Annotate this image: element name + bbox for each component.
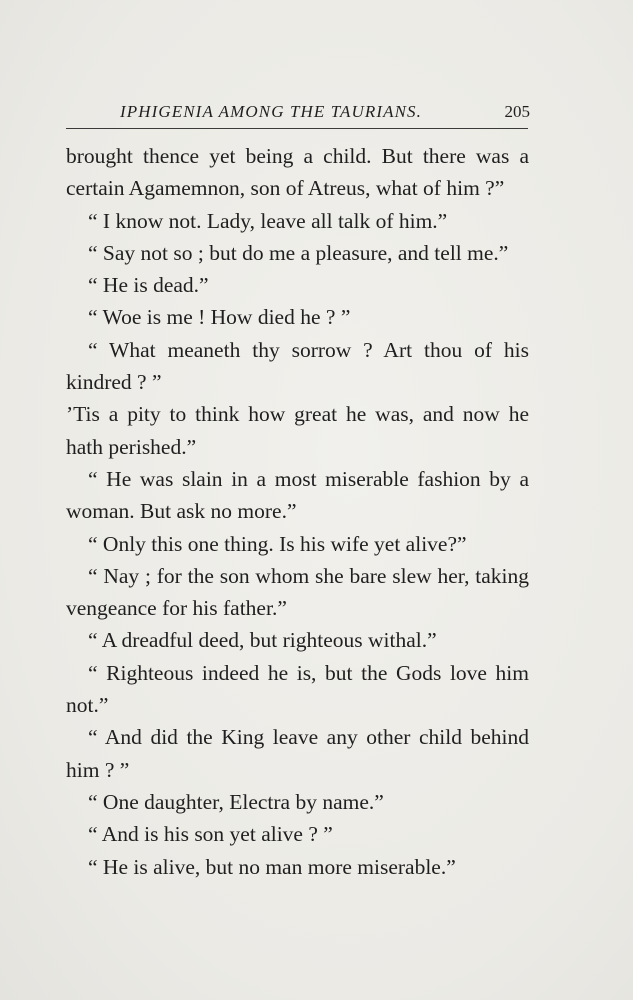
paragraph: ’Tis a pity to think how great he was, and now he hath perished.”	[66, 402, 529, 459]
paragraph: “ A dreadful deed, but righteous withal.”	[88, 628, 437, 653]
running-head	[66, 100, 530, 124]
paragraph: “ One daughter, Electra by name.”	[88, 789, 384, 814]
paragraph: “ Righteous indeed he is, but the Gods love him not.”	[66, 660, 529, 718]
paragraph: “ And did the King leave any other child behind him ? ”	[66, 725, 529, 782]
page-number: 205	[504, 102, 530, 121]
paragraph: “ Only this one thing. Is his wife yet alive?”	[88, 531, 467, 556]
paragraph: “ And is his son yet alive ? ”	[88, 822, 333, 847]
paragraph: “ Say not so ; but do me a pleasure, and tell me.”	[88, 240, 509, 265]
body-text	[66, 140, 529, 883]
paragraph: “ He is dead.”	[88, 273, 209, 298]
running-title: IPHIGENIA AMONG THE TAURIANS.	[120, 102, 422, 121]
paragraph: “ Nay ; for the son whom she bare slew her, taking vengeance for his father.”	[66, 563, 529, 621]
header-rule	[66, 128, 528, 129]
paragraph: “ Woe is me ! How died he ? ”	[88, 305, 351, 330]
paragraph: “ What meaneth thy sorrow ? Art thou of his kindred ? ”	[66, 337, 529, 395]
paragraph: “ He was slain in a most miserable fashion by a woman. But ask no more.”	[66, 466, 529, 524]
paragraph: brought thence yet being a child. But there was a certain Agamemnon, son of Atreus, what of him ?”	[66, 144, 529, 201]
paragraph: “ I know not. Lady, leave all talk of him.”	[88, 208, 448, 233]
paragraph: “ He is alive, but no man more miserable.”	[88, 854, 456, 879]
